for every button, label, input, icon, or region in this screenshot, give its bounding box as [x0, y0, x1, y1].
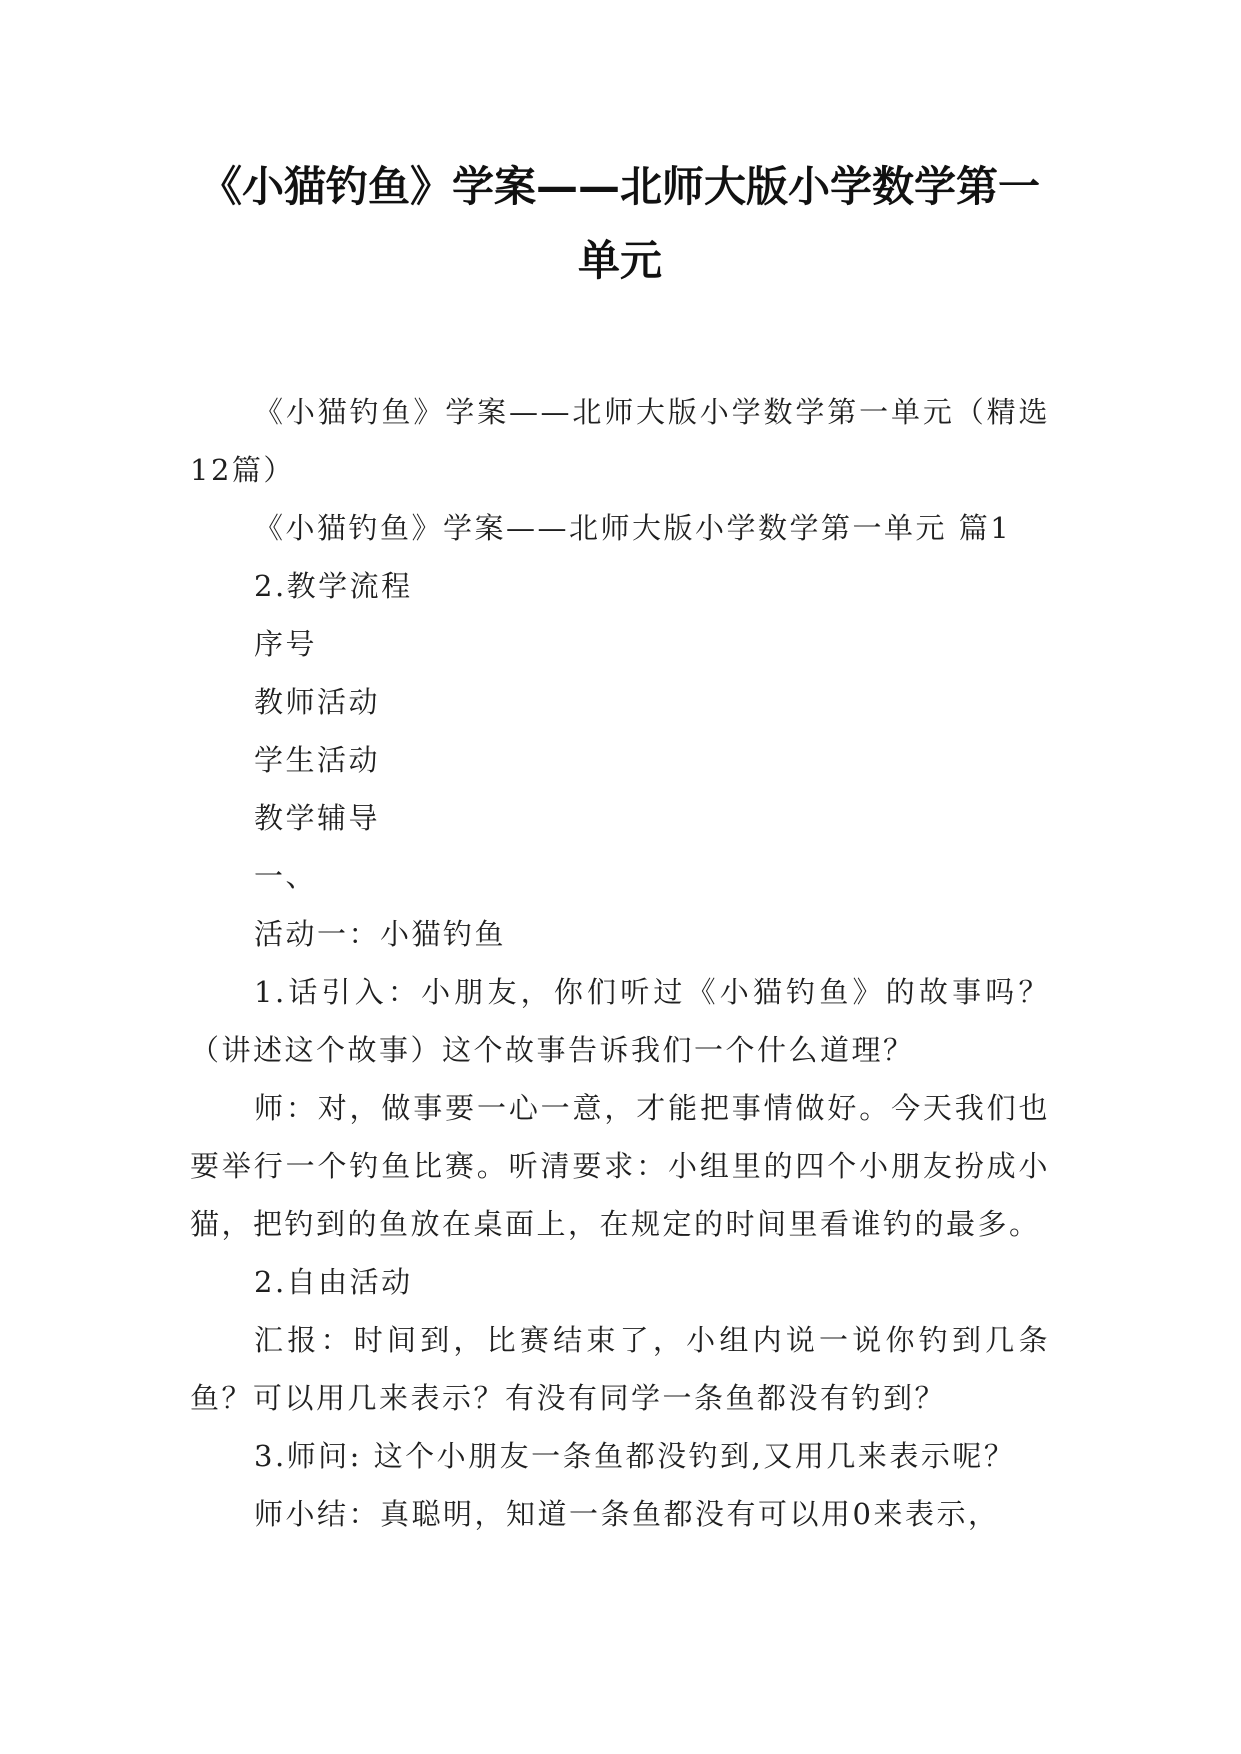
paragraph-serial-number: 序号 [254, 627, 318, 661]
paragraph-section-heading: 《小猫钓鱼》学案——北师大版小学数学第一单元 篇1 [254, 511, 1012, 545]
document-body [190, 383, 1050, 1543]
paragraph-teaching-process: 2.教学流程 [254, 569, 413, 603]
paragraph-report: 汇报：时间到，比赛结束了，小组内说一说你钓到几条鱼？可以用几来表示？有没有同学一条鱼都没有钓到？ [190, 1323, 1050, 1415]
document-title: 《小猫钓鱼》学案——北师大版小学数学第一单元 [199, 162, 1040, 285]
paragraph-subtitle: 《小猫钓鱼》学案——北师大版小学数学第一单元（精选12篇） [190, 395, 1050, 487]
paragraph-teacher-remark: 师：对，做事要一心一意，才能把事情做好。今天我们也要举行一个钓鱼比赛。听清要求：小组里的四个小朋友扮成小猫，把钓到的鱼放在桌面上，在规定的时间里看谁钓的最多。 [190, 1091, 1050, 1241]
paragraph-introduction: 1.话引入：小朋友，你们听过《小猫钓鱼》的故事吗？（讲述这个故事）这个故事告诉我们一个什么道理？ [190, 975, 1050, 1067]
document-page [190, 150, 1050, 1543]
paragraph-teacher-question: 3.师问: 这个小朋友一条鱼都没钓到,又用几来表示呢？ [254, 1439, 1016, 1473]
paragraph-free-activity: 2.自由活动 [254, 1265, 413, 1299]
paragraph-part-one: 一、 [254, 859, 318, 893]
paragraph-student-activity: 学生活动 [254, 743, 381, 777]
paragraph-teacher-activity: 教师活动 [254, 685, 381, 719]
paragraph-teaching-guidance: 教学辅导 [254, 801, 381, 835]
paragraph-teacher-summary: 师小结：真聪明，知道一条鱼都没有可以用0来表示， [254, 1497, 1000, 1531]
paragraph-activity-one: 活动一：小猫钓鱼 [254, 917, 507, 951]
